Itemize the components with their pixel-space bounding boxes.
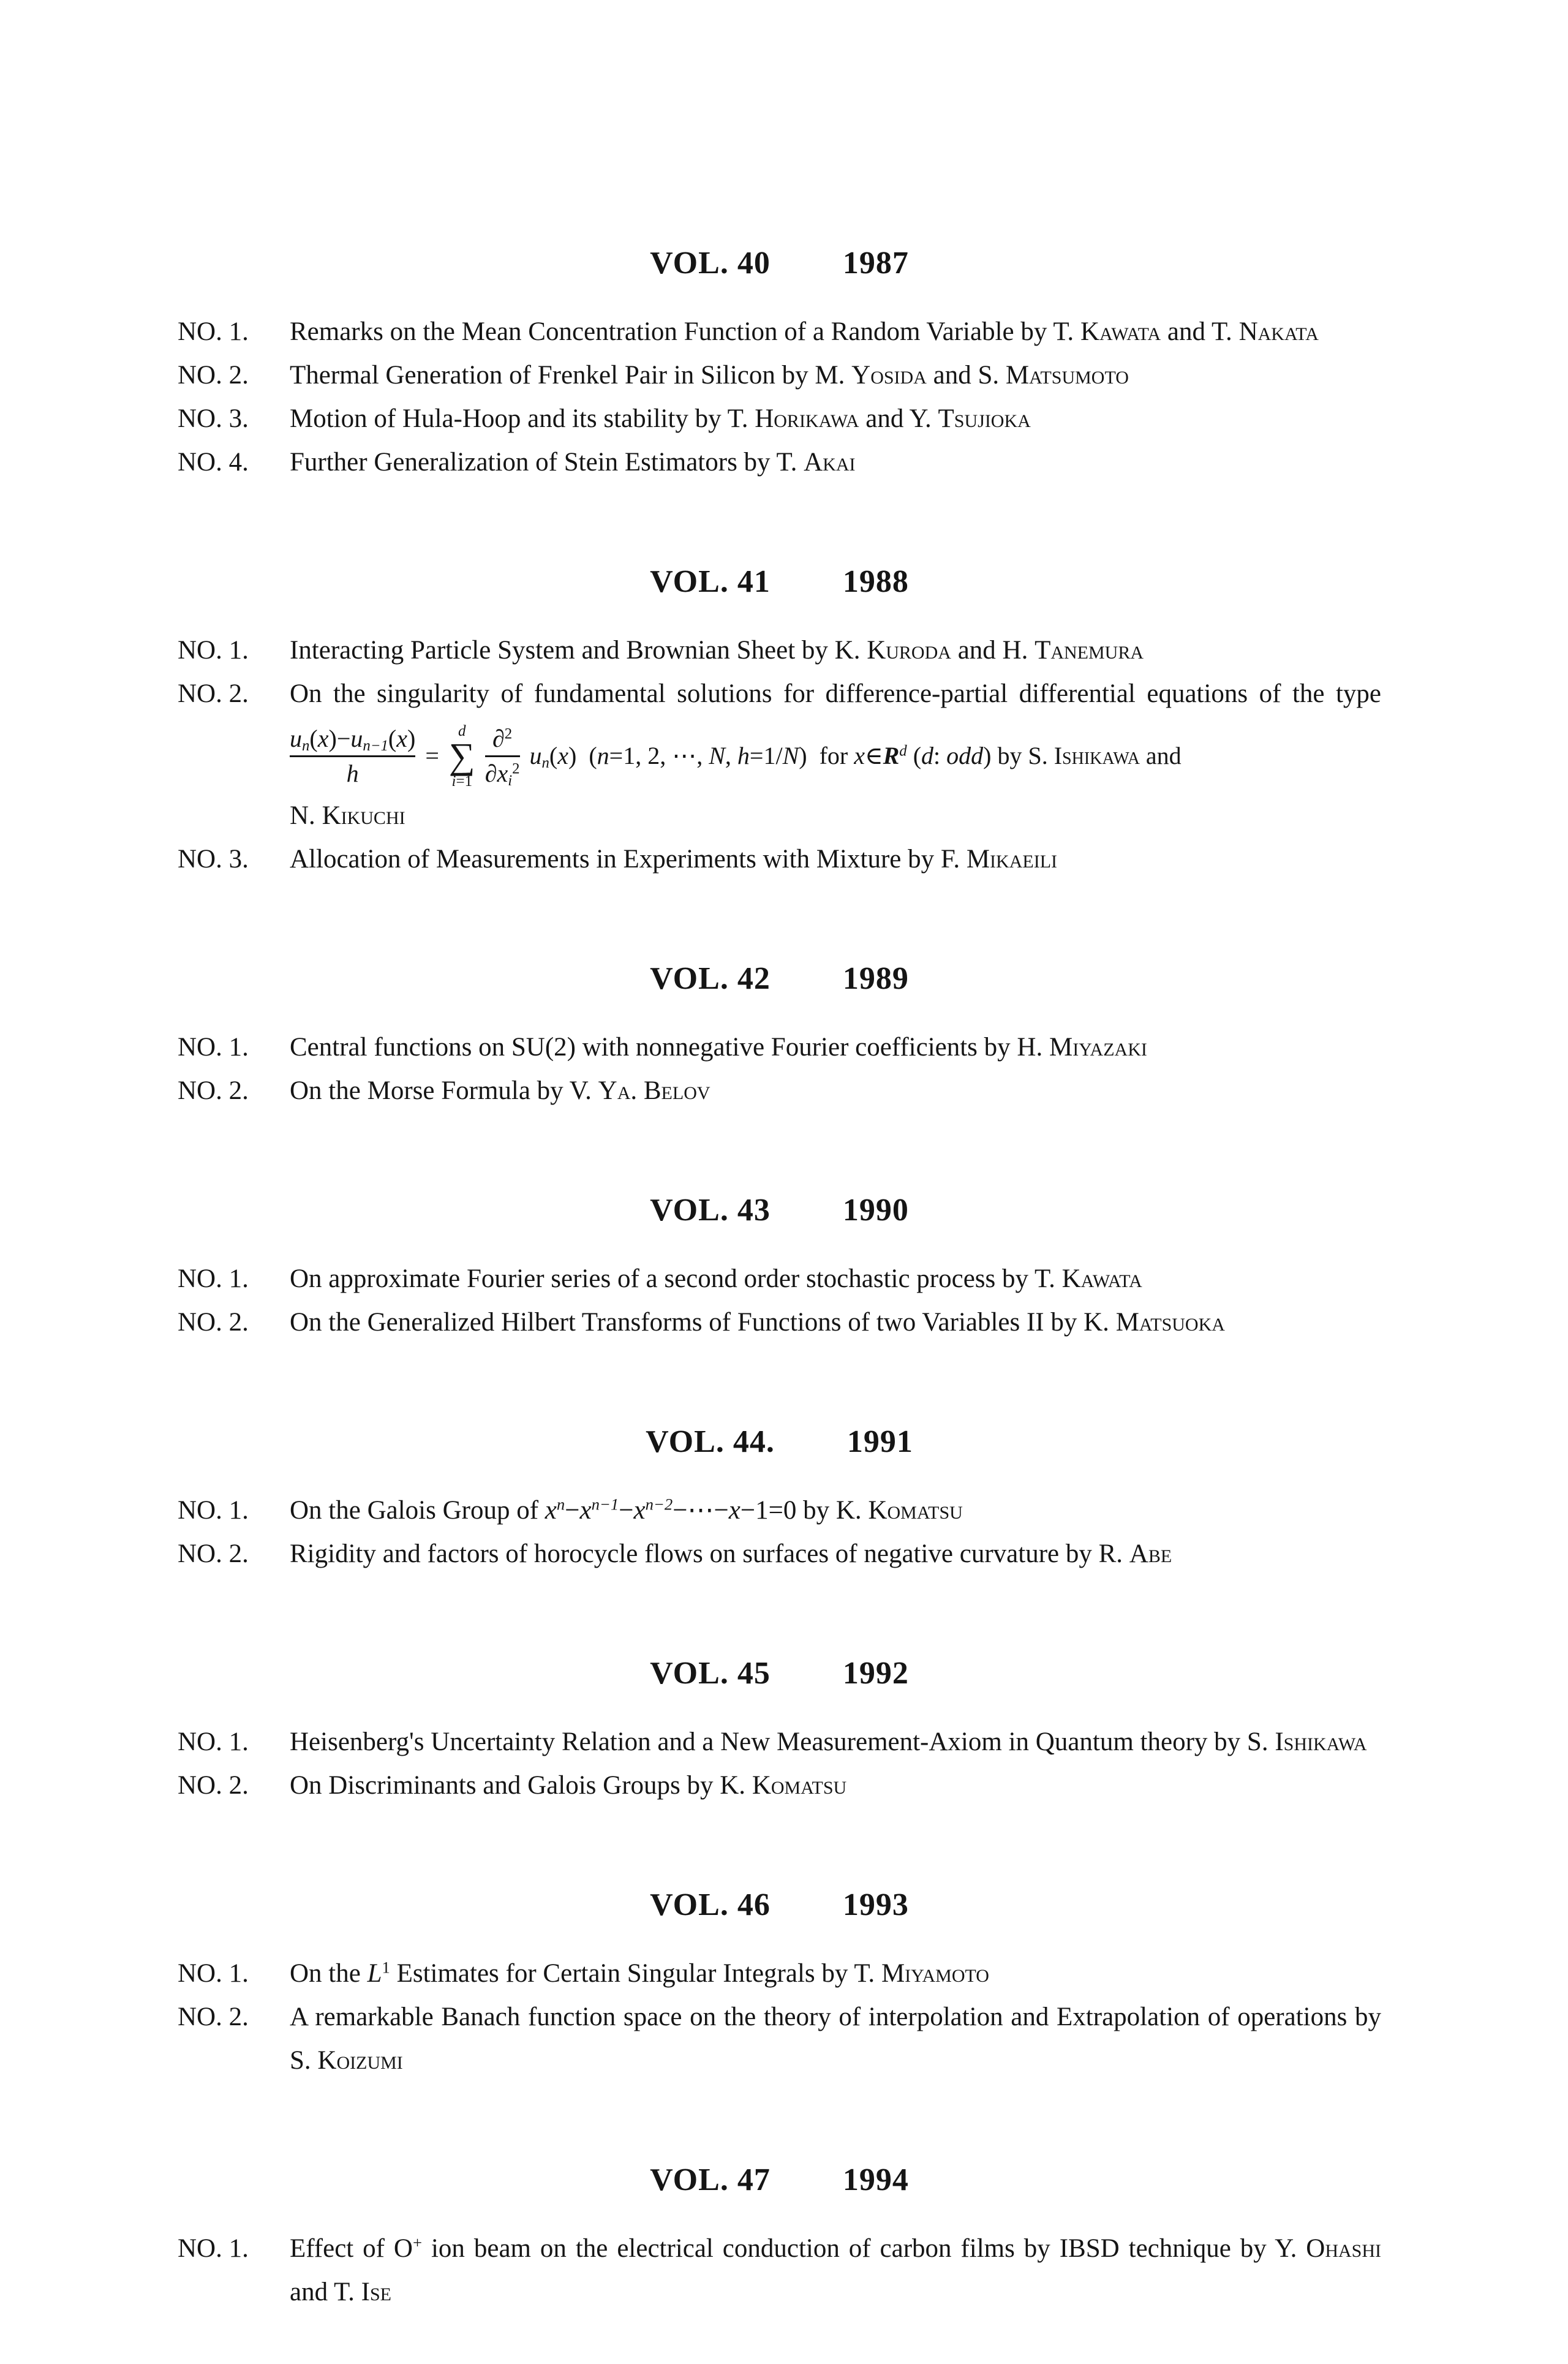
text-segment: ) for [799, 742, 854, 769]
item-title [290, 1995, 1381, 2082]
text-segment: Kawata [1080, 317, 1161, 346]
text-segment: )− [328, 724, 351, 752]
text-segment: i [508, 772, 513, 789]
summation [449, 723, 475, 789]
item-number: NO. 2. [178, 1308, 249, 1337]
text-segment: Kuroda [867, 636, 951, 665]
text-segment: Miyamoto [881, 1959, 989, 1988]
text-segment: Yosida [851, 361, 927, 390]
item-number: NO. 1. [178, 1496, 249, 1525]
toc-item [178, 1952, 1381, 1995]
text-segment: n [541, 755, 549, 772]
item-title [290, 672, 1381, 837]
fraction [290, 724, 415, 788]
title-line [290, 397, 1381, 440]
text-segment: and T. [290, 2278, 361, 2306]
item-number: NO. 2. [178, 1771, 249, 1800]
volume-heading [178, 244, 1381, 283]
item-title [290, 1257, 1381, 1301]
item-title [290, 837, 1381, 881]
text-segment: L [367, 1959, 382, 1988]
text-segment: Koizumi [317, 2046, 403, 2075]
text-segment: Matsumoto [1005, 361, 1129, 390]
toc-item [178, 2227, 1381, 2314]
text-segment: 2 [512, 760, 520, 777]
text-segment: On the singularity of fundamental solutions for difference-partial differential equations of the type [290, 679, 1381, 708]
text-segment: Ishikawa [1054, 742, 1140, 769]
text-segment: odd [946, 742, 984, 769]
year-label: 1989 [842, 961, 909, 996]
text-segment: Komatsu [752, 1771, 847, 1800]
text-segment: On the Galois Group of [290, 1496, 545, 1525]
item-number: NO. 2. [178, 361, 249, 390]
volume-label: VOL. 41 [650, 564, 771, 599]
text-segment: Ya. [598, 1076, 638, 1105]
text-segment: ( [549, 742, 558, 769]
sigma-symbol: ∑ [448, 735, 475, 776]
equation [290, 722, 1381, 790]
item-number: NO. 2. [178, 2003, 249, 2031]
text-segment: Further Generalization of Stein Estimators by T. [290, 448, 804, 477]
volume-label: VOL. 47 [650, 2162, 771, 2197]
text-segment: Ishikawa [1275, 1728, 1367, 1756]
text-segment: n−1 [363, 737, 388, 754]
title-line [290, 1720, 1381, 1764]
text-segment: x [854, 742, 865, 769]
title-line [290, 1069, 1381, 1112]
text-segment: − [565, 1496, 580, 1525]
volume-label: VOL. 45 [650, 1656, 771, 1691]
volume-heading [178, 1886, 1381, 1925]
year-label: 1993 [842, 1887, 909, 1922]
text-segment: On approximate Fourier series of a second order stochastic process by T. [290, 1264, 1062, 1293]
title-line [290, 629, 1381, 672]
title-line [290, 1532, 1381, 1576]
title-line [290, 672, 1381, 716]
item-number: NO. 3. [178, 404, 249, 433]
text-segment: x [557, 742, 569, 769]
volume-section [178, 1191, 1381, 1344]
equation-trailing-text [530, 741, 1182, 771]
text-segment: and T. [1161, 317, 1239, 346]
text-segment: Komatsu [868, 1496, 963, 1525]
text-segment: Belov [643, 1076, 710, 1105]
text-segment: Motion of Hula-Hoop and its stability by T. [290, 404, 755, 433]
item-number: NO. 1. [178, 1033, 249, 1062]
year-label: 1988 [842, 564, 909, 599]
volume-section [178, 244, 1381, 484]
text-segment: Ise [361, 2278, 391, 2306]
item-list [178, 1489, 1381, 1576]
text-segment: =1 [456, 772, 473, 790]
text-segment: Matsuoka [1115, 1308, 1225, 1337]
item-number: NO. 1. [178, 1264, 249, 1293]
text-segment: d [899, 742, 907, 760]
text-segment: n [556, 1495, 565, 1514]
text-segment: ∂ [484, 759, 497, 787]
item-list [178, 1952, 1381, 2082]
toc-item [178, 1257, 1381, 1301]
toc-item [178, 629, 1381, 672]
text-segment: N [782, 742, 799, 769]
item-title [290, 629, 1381, 672]
fraction-bar [290, 755, 415, 757]
year-label: 1987 [842, 246, 909, 281]
text-segment: Allocation of Measurements in Experiments with Mixture by F. [290, 845, 967, 874]
text-segment: On the Morse Formula by V. [290, 1076, 598, 1105]
year-label: 1990 [842, 1193, 909, 1228]
item-number: NO. 4. [178, 448, 249, 477]
title-line [290, 310, 1381, 353]
text-segment: , [725, 742, 737, 769]
title-line [290, 440, 1381, 484]
text-segment: x [317, 724, 329, 752]
text-segment: Effect of O [290, 2234, 413, 2263]
text-segment: d [458, 722, 466, 739]
text-segment: Ohashi [1306, 2234, 1381, 2263]
text-segment [637, 1076, 644, 1105]
toc-item [178, 1069, 1381, 1112]
text-segment: + [413, 2233, 423, 2252]
text-segment: A remarkable Banach function space on the theory of interpolation and Extrapolation of operations by S. [290, 2003, 1381, 2075]
title-line [290, 1995, 1381, 2082]
text-segment: Interacting Particle System and Brownian Sheet by K. [290, 636, 867, 665]
title-line [290, 1489, 1381, 1532]
fraction-bar [485, 755, 520, 757]
volume-section [178, 1654, 1381, 1807]
volume-label: VOL. 43 [650, 1193, 771, 1228]
toc-item [178, 1025, 1381, 1069]
text-segment: −⋯− [673, 1496, 729, 1525]
title-line [290, 1764, 1381, 1807]
text-segment: − [619, 1496, 634, 1525]
item-list [178, 310, 1381, 484]
toc-item [178, 1764, 1381, 1807]
text-segment: =1/ [749, 742, 783, 769]
item-title [290, 1301, 1381, 1344]
toc-item [178, 310, 1381, 353]
volume-section [178, 562, 1381, 881]
text-segment: Miyazaki [1049, 1033, 1147, 1062]
text-segment: ( [388, 724, 397, 752]
item-title [290, 1025, 1381, 1069]
item-number: NO. 1. [178, 2234, 249, 2263]
title-line [290, 2227, 1381, 2314]
text-segment: On Discriminants and Galois Groups by K. [290, 1771, 752, 1800]
year-label: 1991 [846, 1424, 913, 1459]
text-segment: ion beam on the electrical conduction of carbon films by IBSD technique by Y. [422, 2234, 1306, 2263]
volume-heading [178, 1654, 1381, 1693]
fraction [485, 724, 520, 788]
title-line [290, 1301, 1381, 1344]
text-segment: : [933, 742, 947, 769]
volume-heading [178, 1422, 1381, 1462]
volume-heading [178, 1191, 1381, 1230]
text-segment: ( [309, 724, 318, 752]
text-segment: n [302, 737, 310, 754]
text-segment: Akai [804, 448, 856, 477]
text-segment: ) by S. [983, 742, 1054, 769]
text-segment: x [633, 1496, 646, 1525]
volume-label: VOL. 42 [650, 961, 771, 996]
item-list [178, 2227, 1381, 2314]
item-list [178, 1025, 1381, 1112]
text-segment: u [529, 742, 542, 769]
item-list [178, 629, 1381, 881]
text-segment: ∂ [492, 724, 505, 752]
text-segment: d [921, 742, 934, 769]
text-segment: −1=0 by K. [740, 1496, 869, 1525]
volume-label: VOL. 40 [650, 246, 771, 281]
volume-heading [178, 2161, 1381, 2200]
text-segment: Central functions on SU(2) with nonnegative Fourier coefficients by H. [290, 1033, 1049, 1062]
item-number: NO. 1. [178, 1728, 249, 1756]
title-line [290, 1025, 1381, 1069]
item-number: NO. 2. [178, 679, 249, 708]
text-segment: Tsujioka [938, 404, 1031, 433]
volume-section [178, 1886, 1381, 2082]
text-segment: and Y. [859, 404, 938, 433]
item-title [290, 1952, 1381, 1995]
text-segment: =1, 2, ⋯, [609, 742, 709, 769]
item-title [290, 1532, 1381, 1576]
toc-item [178, 353, 1381, 397]
item-number: NO. 2. [178, 1539, 249, 1568]
text-segment: x [545, 1496, 557, 1525]
title-line [290, 1257, 1381, 1301]
volume-heading [178, 562, 1381, 602]
text-segment: Thermal Generation of Frenkel Pair in Silicon by M. [290, 361, 852, 390]
text-segment: i [451, 772, 456, 790]
item-number: NO. 1. [178, 1959, 249, 1988]
text-segment: Heisenberg's Uncertainty Relation and a New Measurement-Axiom in Quantum theory by S. [290, 1728, 1275, 1756]
text-segment: u [290, 724, 302, 752]
text-segment: Remarks on the Mean Concentration Function of a Random Variable by T. [290, 317, 1080, 346]
text-segment: x [579, 1496, 592, 1525]
text-segment: x [497, 759, 508, 787]
text-segment: Horikawa [755, 404, 859, 433]
volume-heading [178, 959, 1381, 999]
text-segment: Tanemura [1035, 636, 1144, 665]
toc-item [178, 1995, 1381, 2082]
year-label: 1994 [842, 2162, 909, 2197]
item-title [290, 1069, 1381, 1112]
text-segment: Kawata [1061, 1264, 1142, 1293]
year-label: 1992 [842, 1656, 909, 1691]
text-segment: R [883, 742, 900, 769]
text-segment: n−2 [645, 1495, 673, 1514]
text-segment: u [350, 724, 363, 752]
title-line [290, 837, 1381, 881]
text-segment: On the [290, 1959, 368, 1988]
text-segment: and [1139, 742, 1182, 769]
text-segment: On the Generalized Hilbert Transforms of Functions of two Variables II by K. [290, 1308, 1116, 1337]
text-segment: ∈ [865, 742, 883, 769]
text-segment: n [597, 742, 609, 769]
text-segment: and H. [951, 636, 1035, 665]
text-segment: 2 [504, 725, 513, 742]
toc-item [178, 397, 1381, 440]
volume-section [178, 959, 1381, 1112]
volume-section [178, 1422, 1381, 1576]
toc-item [178, 672, 1381, 837]
item-number: NO. 1. [178, 636, 249, 665]
title-line [290, 1952, 1381, 1995]
volume-label: VOL. 46 [650, 1887, 771, 1922]
item-list [178, 1720, 1381, 1807]
item-title [290, 353, 1381, 397]
text-segment: and S. [926, 361, 1006, 390]
equals-sign: = [425, 742, 439, 769]
item-list [178, 1257, 1381, 1344]
toc-item [178, 1301, 1381, 1344]
volume-section [178, 2161, 1381, 2314]
toc-item [178, 1489, 1381, 1532]
text-segment: x [728, 1496, 741, 1525]
text-segment: h [737, 742, 750, 769]
text-segment: x [396, 724, 408, 752]
item-title [290, 397, 1381, 440]
item-title [290, 2227, 1381, 2314]
text-segment: n−1 [591, 1495, 619, 1514]
toc-item [178, 1532, 1381, 1576]
toc-item [178, 1720, 1381, 1764]
text-segment: ) ( [568, 742, 597, 769]
item-title [290, 1720, 1381, 1764]
item-title [290, 310, 1381, 353]
item-title [290, 440, 1381, 484]
text-segment: ) [407, 724, 416, 752]
item-title [290, 1764, 1381, 1807]
title-line-continued [290, 794, 1381, 837]
text-segment: Kikuchi [322, 801, 405, 830]
item-number: NO. 1. [178, 317, 249, 346]
volume-label: VOL. 44. [646, 1424, 775, 1459]
item-title [290, 1489, 1381, 1532]
toc-item [178, 440, 1381, 484]
item-number: NO. 3. [178, 845, 249, 874]
text-segment: Rigidity and factors of horocycle flows on surfaces of negative curvature by R. [290, 1539, 1129, 1568]
toc-item [178, 837, 1381, 881]
text-segment: Mikaeili [966, 845, 1058, 874]
text-segment: N. [290, 801, 322, 830]
title-line [290, 353, 1381, 397]
text-segment: Abe [1129, 1539, 1172, 1568]
text-segment: h [346, 759, 359, 787]
text-segment: Nakata [1238, 317, 1319, 346]
text-segment: N [709, 742, 725, 769]
text-segment: ( [907, 742, 922, 769]
text-segment: Estimates for Certain Singular Integrals by T. [390, 1959, 881, 1988]
text-segment: 1 [382, 1958, 390, 1977]
item-number: NO. 2. [178, 1076, 249, 1105]
